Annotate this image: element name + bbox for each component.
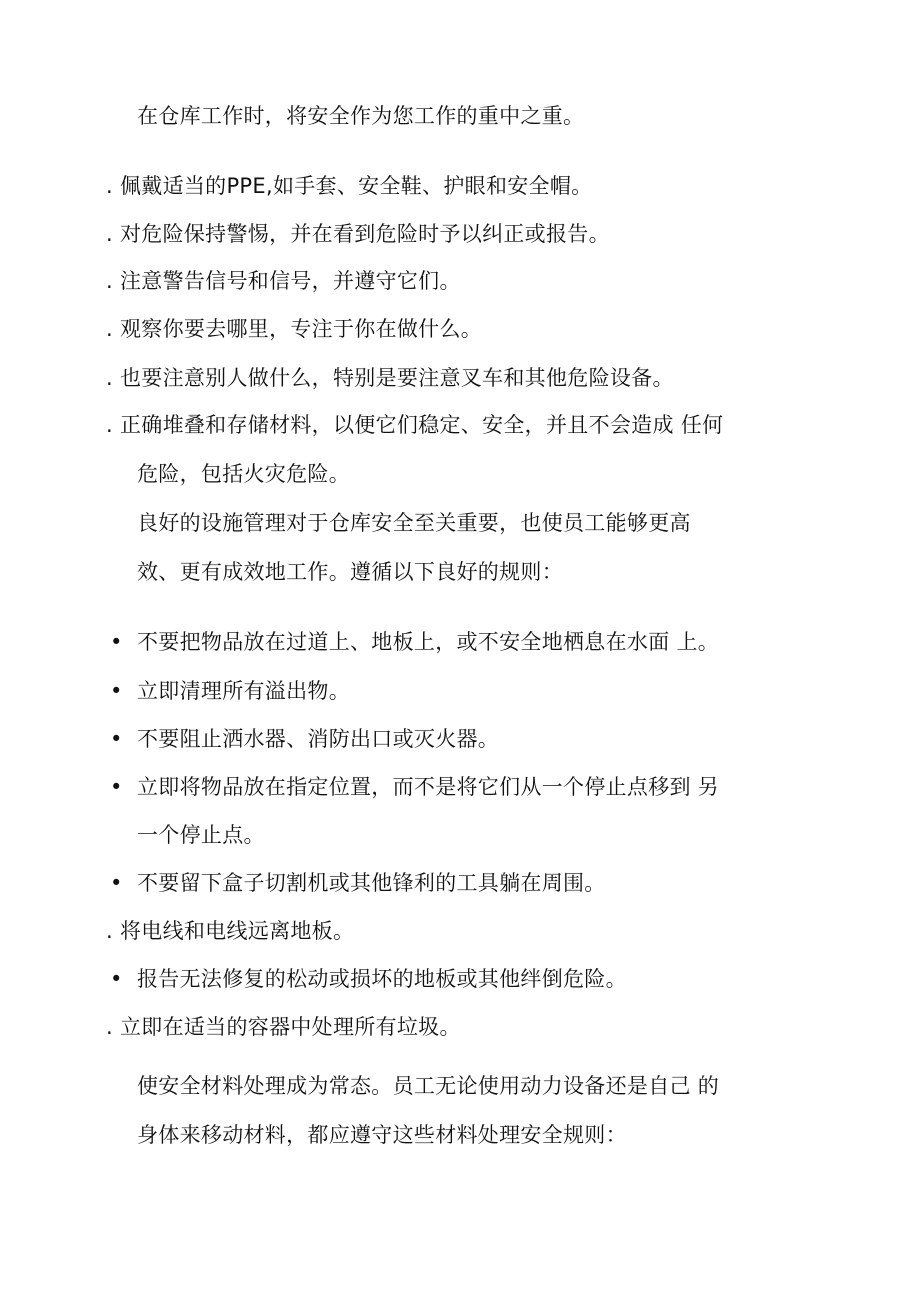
housekeeping-intro-line: 良好的设施管理对于仓库安全至关重要，也使员工能够更高 xyxy=(137,511,691,535)
list-item-text: 立即清理所有溢出物。 xyxy=(137,679,350,703)
list-item-text: 正确堆叠和存储材料，以便它们稳定、安全，并且不会造成 任何 xyxy=(119,413,724,437)
bullet-marker: • xyxy=(110,727,123,751)
list-item-text: 立即将物品放在指定位置，而不是将它们从一个停止点移到 另 xyxy=(137,775,720,799)
list-item xyxy=(106,364,674,392)
list-item-text: 立即在适当的容器中处理所有垃圾。 xyxy=(119,1015,461,1039)
list-item-text: 佩戴适当的PPE,如手套、安全鞋、护眼和安全帽。 xyxy=(119,174,593,198)
list-item-continuation: 危险，包括火灾危险。 xyxy=(137,462,350,486)
list-item-continuation: 一个停止点。 xyxy=(137,823,265,847)
list-item-text: 将电线和电线远离地板。 xyxy=(119,919,355,943)
list-marker: . xyxy=(106,413,113,437)
list-item xyxy=(106,411,723,439)
housekeeping-intro-line: 效、更有成效地工作。遵循以下良好的规则： xyxy=(137,560,563,584)
list-item-text: 对危险保持警惕，并在看到危险时予以纠正或报告。 xyxy=(119,222,610,246)
list-item xyxy=(106,315,482,343)
list-marker: . xyxy=(106,269,113,293)
intro-paragraph: 在仓库工作时，将安全作为您工作的重中之重。 xyxy=(137,104,585,128)
list-marker: . xyxy=(106,222,113,246)
list-marker: . xyxy=(106,366,113,390)
bullet-marker: • xyxy=(110,871,123,895)
list-item-text: 也要注意别人做什么，特别是要注意叉车和其他危险设备。 xyxy=(119,366,674,390)
list-marker: . xyxy=(106,174,113,198)
list-item xyxy=(106,917,354,945)
list-item-text: 不要阻止洒水器、消防出口或灭火器。 xyxy=(137,727,500,751)
list-item-text: 不要留下盒子切割机或其他锋利的工具躺在周围。 xyxy=(137,871,606,895)
list-item xyxy=(106,172,592,200)
bullet-marker: • xyxy=(110,967,123,991)
list-item xyxy=(106,1013,461,1041)
list-marker: . xyxy=(106,919,113,943)
list-item xyxy=(106,267,461,295)
bullet-marker: • xyxy=(110,775,123,799)
list-item-text: 观察你要去哪里，专注于你在做什么。 xyxy=(119,317,483,341)
material-intro-line: 身体来移动材料，都应遵守这些材料处理安全规则： xyxy=(137,1123,627,1147)
list-item-text: 不要把物品放在过道上、地板上，或不安全地栖息在水面 上。 xyxy=(137,630,720,654)
list-item-text: 报告无法修复的松动或损坏的地板或其他绊倒危险。 xyxy=(137,967,627,991)
list-item-text: 注意警告信号和信号，并遵守它们。 xyxy=(119,269,461,293)
bullet-marker: • xyxy=(110,679,123,703)
list-marker: . xyxy=(106,317,113,341)
list-marker: . xyxy=(106,1015,113,1039)
list-item xyxy=(106,220,610,248)
bullet-marker: • xyxy=(110,630,123,654)
material-intro-line: 使安全材料处理成为常态。员工无论使用动力设备还是自己 的 xyxy=(137,1074,720,1098)
